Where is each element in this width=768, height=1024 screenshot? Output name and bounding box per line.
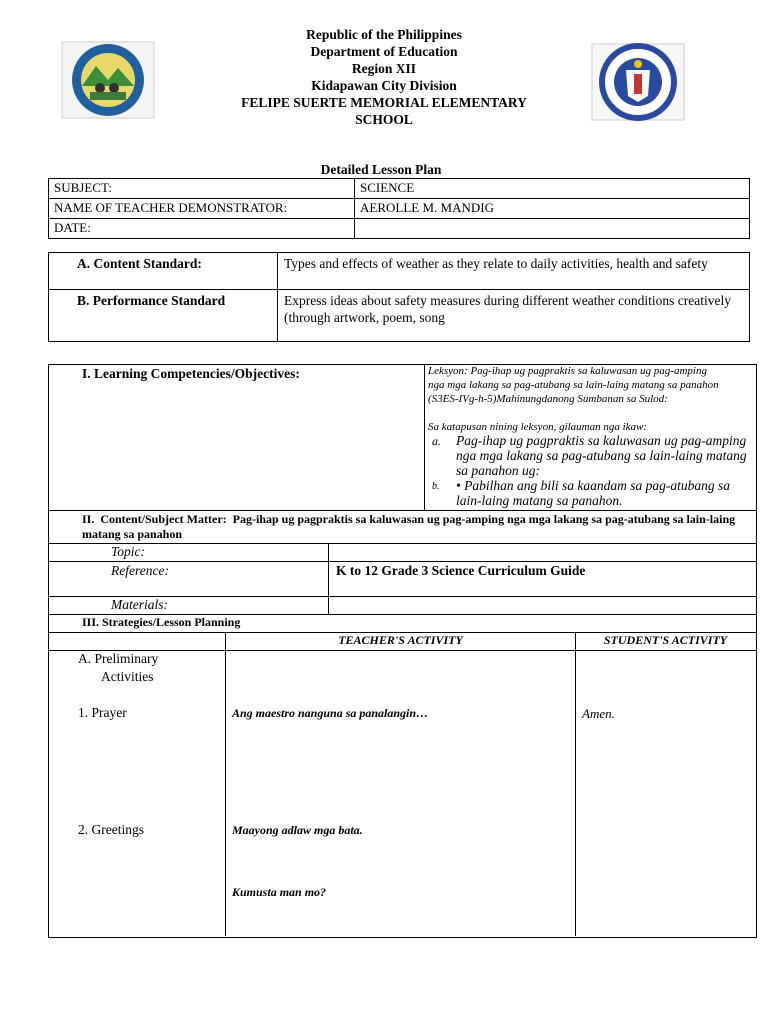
document-title: Detailed Lesson Plan [320,162,442,177]
teacher-label: NAME OF TEACHER DEMONSTRATOR: [49,199,355,219]
performance-standard-label: B. Performance Standard [49,290,278,342]
header-school-suffix: SCHOOL [355,112,413,127]
objective-a-text: Pag-ihap ug pagpraktis sa kaluwasan ug pag-amping nga mga lakang sa pag-atubang sa lain-laing matang sa panahon ug: [456,433,747,478]
greetings-teacher-activity-1: Maayong adlaw mga bata. [232,823,363,837]
materials-label: Materials: [111,597,168,612]
greetings-teacher-activity-2: Kumusta man mo? [232,885,327,899]
deped-seal-logo [590,42,686,122]
objective-b-marker: b. [432,481,440,492]
reference-label: Reference: [111,563,169,578]
header-division: Kidapawan City Division [311,78,457,93]
objectives-heading: I. Learning Competencies/Objectives: [82,366,300,381]
objective-b-text: • Pabilhan ang bili sa kaandam sa pag-atubang sa lain-laing matang sa panahon. [456,478,730,508]
topic-label: Topic: [111,544,146,559]
header-region: Region XII [351,61,417,76]
header-school-name: FELIPE SUERTE MEMORIAL ELEMENTARY [241,95,527,110]
date-value [355,219,750,239]
header-republic: Republic of the Philippines [306,27,462,42]
division-seal-logo [60,40,156,120]
objectives-leksyon: Leksyon: Pag-ihap ug pagpraktis sa kaluwasan ug pag-amping nga mga lakang sa pag-atubang sa lain-laing matang sa panahon (S3ES-IVg-h-5)Mahinungdanong Sumbanan sa Sulod: [428,365,719,405]
standards-table [48,252,750,342]
date-label: DATE: [49,219,355,239]
subject-value: SCIENCE [355,179,750,199]
prayer-teacher-activity: Ang maestro nanguna sa panalangin… [232,706,429,720]
header-department: Department of Education [310,44,458,59]
content-standard-value: Types and effects of weather as they relate to daily activities, health and safety [278,253,750,290]
subject-label: SUBJECT: [49,179,355,199]
content-heading-label: Content/Subject Matter: [100,512,227,526]
info-table [48,178,750,239]
performance-standard-value: Express ideas about safety measures during different weather conditions creatively (through artwork, poem, song [278,290,750,342]
content-heading-value: Pag-ihap ug pagpraktis sa kaluwasan ug pag-amping nga mga lakang sa pag-atubang sa lain-laing matang sa panahon [82,512,736,541]
strategies-heading: III. Strategies/Lesson Planning [82,615,241,629]
preliminary-label: A. Preliminary [78,651,159,666]
prayer-label: 1. Prayer [78,705,127,720]
reference-value: K to 12 Grade 3 Science Curriculum Guide [336,563,586,578]
content-heading [82,512,762,542]
objectives-intro: Sa katapusan nining leksyon, gilauman nga ikaw: [428,421,648,433]
student-activity-header: STUDENT'S ACTIVITY [603,633,728,647]
prayer-student-activity: Amen. [582,706,615,721]
greetings-label: 2. Greetings [78,822,144,837]
teacher-value: AEROLLE M. MANDIG [355,199,750,219]
content-standard-label: A. Content Standard: [49,253,278,290]
preliminary-label-2: Activities [101,669,154,684]
teacher-activity-header: TEACHER'S ACTIVITY [338,633,463,647]
objective-a-marker: a. [432,434,441,448]
content-heading-number: II. [82,512,95,526]
